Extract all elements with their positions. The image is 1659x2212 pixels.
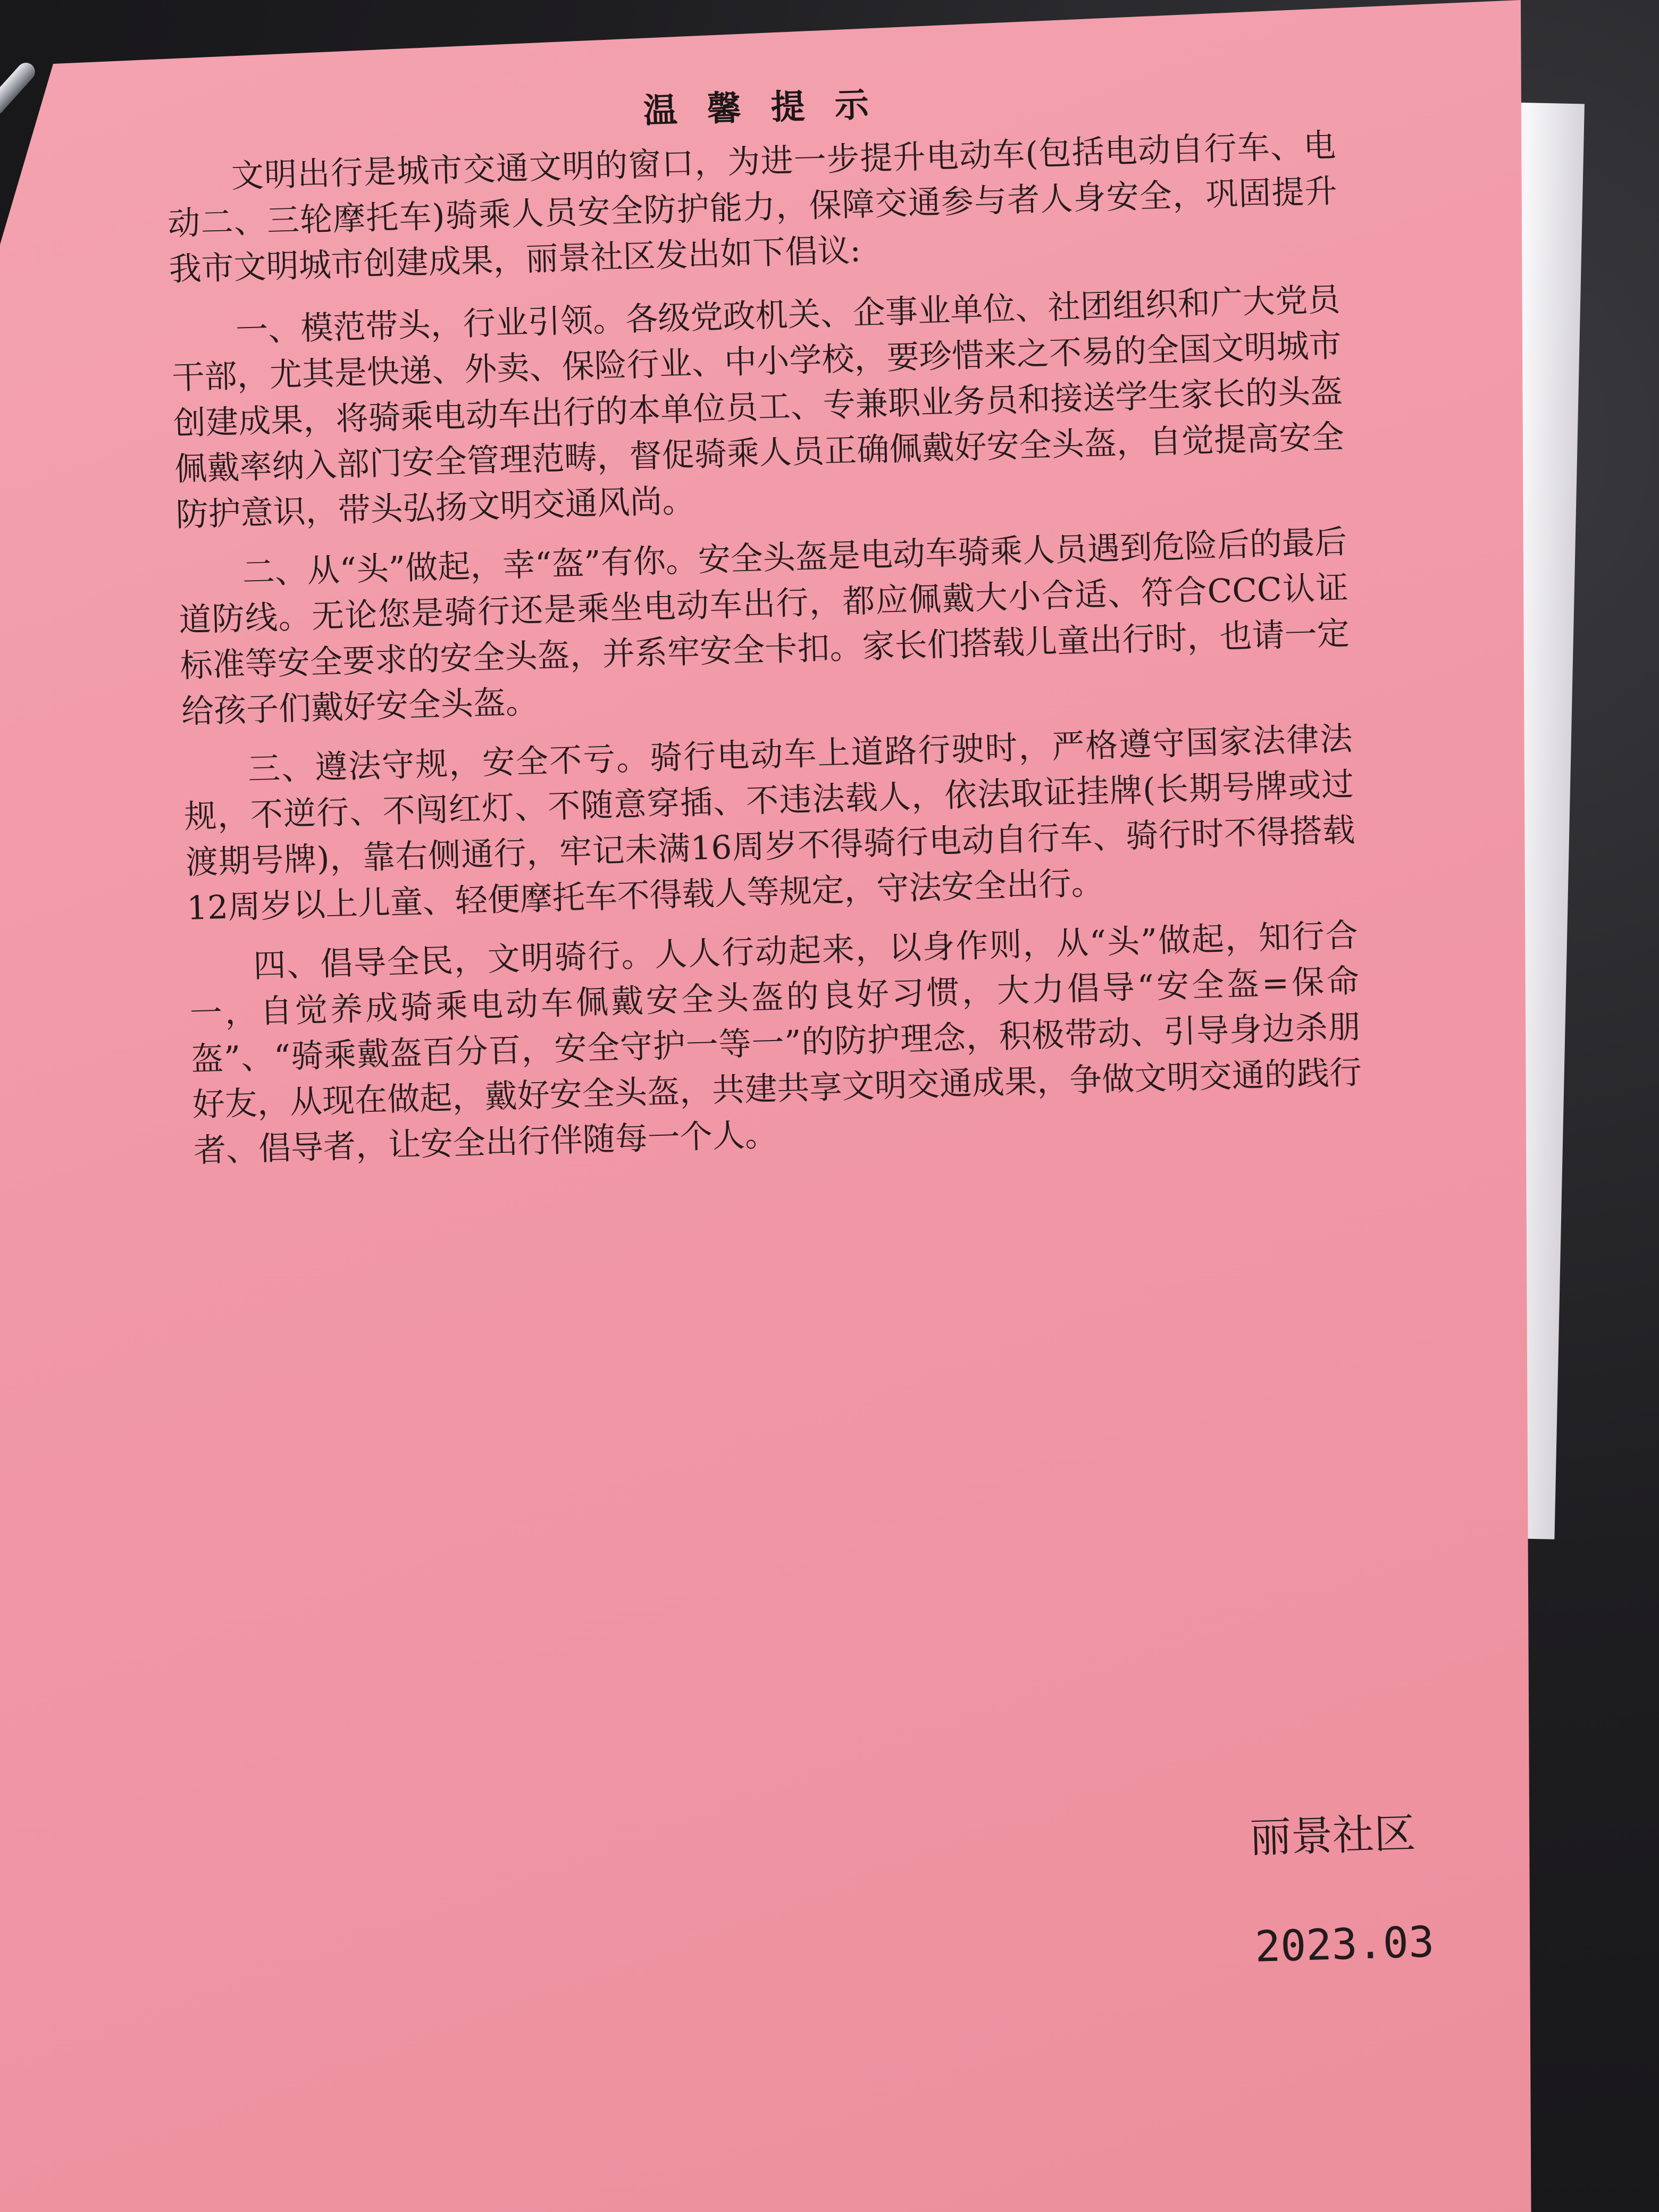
notice-item-1: 一、模范带头，行业引领。各级党政机关、企事业单位、社团组织和广大党员干部，尤其是快递、外卖、保险行业、中小学校，要珍惜来之不易的全国文明城市创建成果，将骑乘电动车出行的本单位员工、专兼职业务员和接送学生家长的头盔佩戴率纳入部门安全管理范畴，督促骑乘人员正确佩戴好安全头盔，自觉提高安全防护意识，带头弘扬文明交通风尚。	[171, 280, 1345, 534]
signature-organization: 丽景社区	[1249, 1809, 1417, 1863]
notice-item-3: 三、遵法守规，安全不亏。骑行电动车上道路行驶时，严格遵守国家法律法规，不逆行、不闯红灯、不随意穿插、不违法载人，依法取证挂牌(长期号牌或过渡期号牌)，靠右侧通行，牢记未满16周岁不得骑行电动自行车、骑行时不得搭载12周岁以上儿童、轻便摩托车不得载人等规定，守法安全出行。	[183, 719, 1356, 927]
signature-date: 2023.03	[1254, 1917, 1435, 1972]
notice-intro: 文明出行是城市交通文明的窗口，为进一步提升电动车(包括电动自行车、电动二、三轮摩托车)骑乘人员安全防护能力，保障交通参与者人身安全，巩固提升我市文明城市创建成果，丽景社区发出如下倡议:	[167, 127, 1338, 289]
notice-item-4: 四、倡导全民，文明骑行。人人行动起来，以身作则，从“头”做起，知行合一，自觉养成骑乘电动车佩戴安全头盔的良好习惯，大力倡导“安全盔=保命盔”、“骑乘戴盔百分百，安全守护一等一”的防护理念，积极带动、引导身边杀朋好友，从现在做起，戴好安全头盔，共建共享文明交通成果，争做文明交通的践行者、倡导者，让安全出行伴随每一个人。	[189, 916, 1362, 1170]
notice-item-2: 二、从“头”做起，幸“盔”有你。安全头盔是电动车骑乘人员遇到危险后的最后道防线。无论您是骑行还是乘坐电动车出行，都应佩戴大小合适、符合CCC认证标准等安全要求的安全头盔，并系牢安全卡扣。家长们搭载儿童出行时，也请一定给孩子们戴好安全头盔。	[178, 523, 1350, 731]
notice-body	[166, 123, 1364, 1188]
notice-title: 温馨提示	[642, 85, 899, 131]
